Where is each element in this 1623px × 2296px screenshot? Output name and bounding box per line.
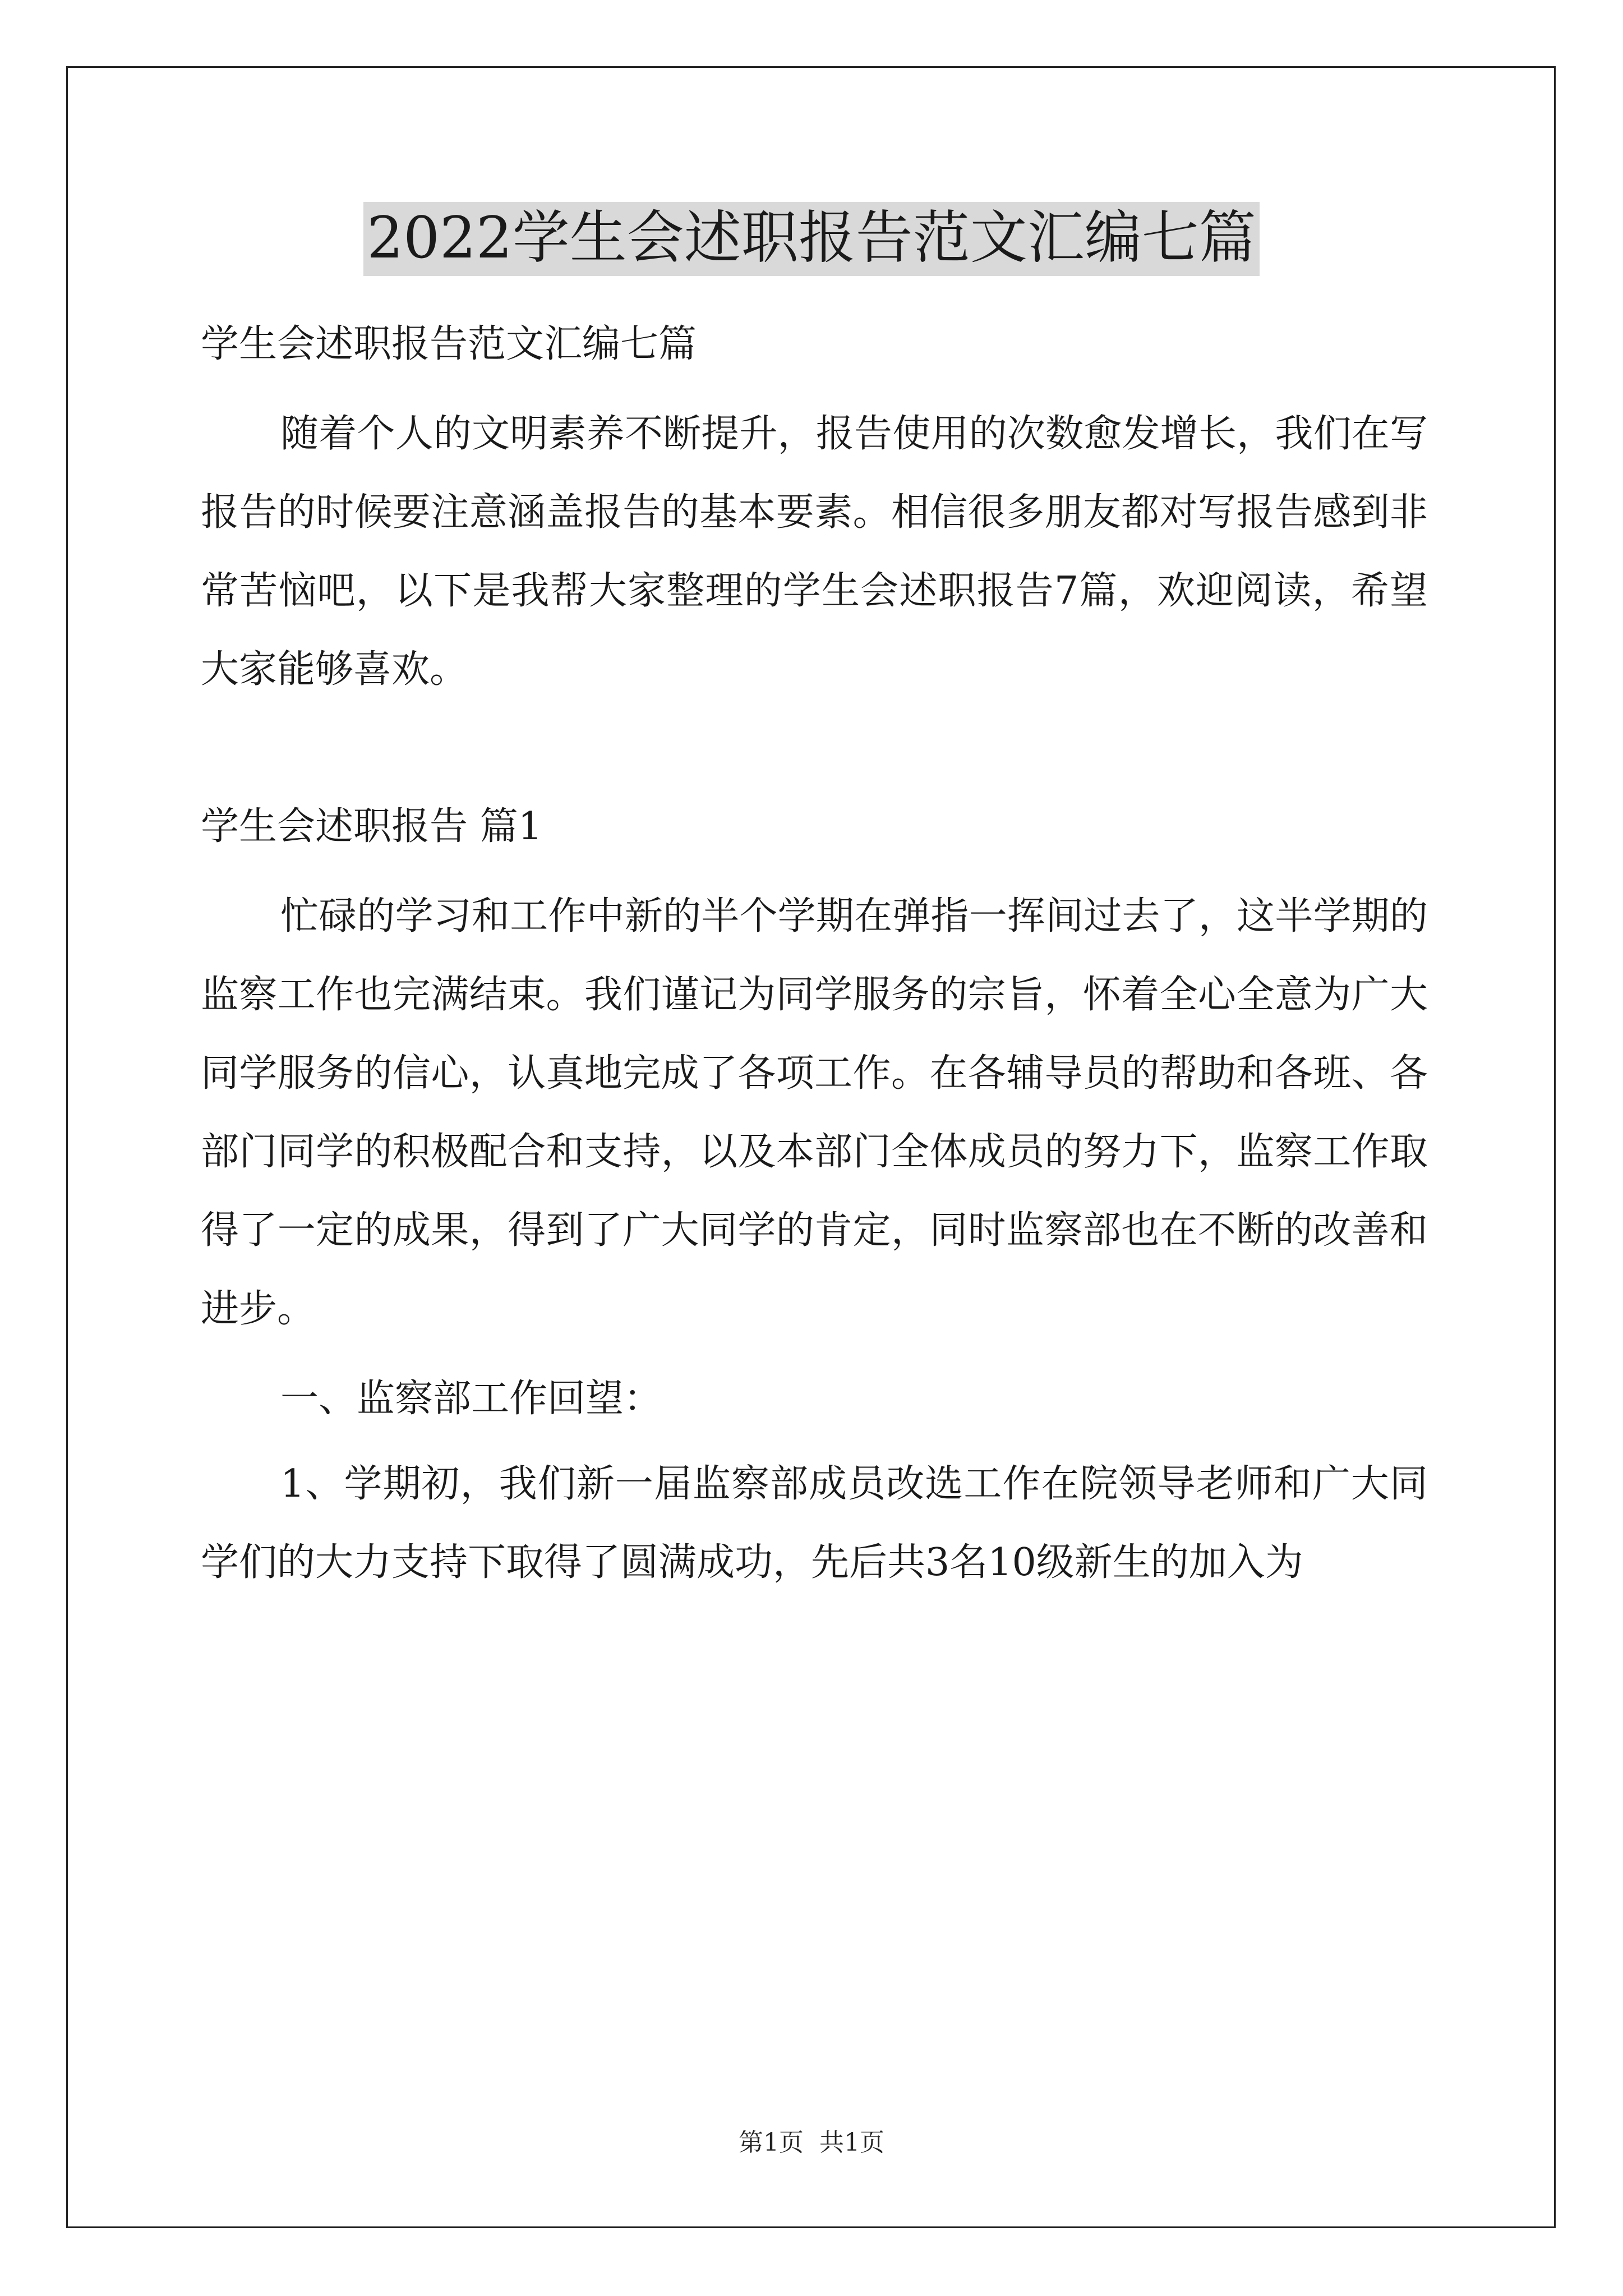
- spacer: [201, 866, 1428, 877]
- document-title: [0, 202, 1623, 276]
- section-heading: 学生会述职报告 篇1: [201, 804, 542, 849]
- document-subtitle: 学生会述职报告范文汇编七篇: [201, 322, 697, 366]
- intro-paragraph: 随着个人的文明素养不断提升，报告使用的次数愈发增长，我们在写报告的时候要注意涵盖报告的基本要素。相信很多朋友都对写报告感到非常苦恼吧，以下是我帮大家整理的学生会述职报告7篇，欢迎阅读，希望大家能够喜欢。: [201, 412, 1428, 692]
- body-paragraph: 忙碌的学习和工作中新的半个学期在弹指一挥间过去了，这半学期的监察工作也完满结束。我们谨记为同学服务的宗旨，怀着全心全意为广大同学服务的信心，认真地完成了各项工作。在各辅导员的帮助和各班、各部门同学的积极配合和支持，以及本部门全体成员的努力下，监察工作取得了一定的成果，得到了广大同学的肯定，同时监察部也在不断的改善和进步。: [201, 894, 1428, 1331]
- page-number-current: 第1页: [739, 2128, 804, 2157]
- document-body: [201, 305, 1428, 1602]
- list-item-paragraph: 1、学期初，我们新一届监察部成员改选工作在院领导老师和广大同学们的大力支持下取得了圆满成功，先后共3名10级新生的加入为: [201, 1462, 1428, 1585]
- document-title-text: 2022学生会述职报告范文汇编七篇: [363, 202, 1260, 276]
- sub-heading: 一、监察部工作回望：: [280, 1377, 662, 1421]
- spacer: [201, 1438, 1428, 1445]
- page-footer: [0, 2128, 1623, 2157]
- spacer: [201, 384, 1428, 395]
- page-number-total: 共1页: [819, 2128, 884, 2157]
- spacer: [201, 1349, 1428, 1360]
- spacer: [201, 709, 1428, 788]
